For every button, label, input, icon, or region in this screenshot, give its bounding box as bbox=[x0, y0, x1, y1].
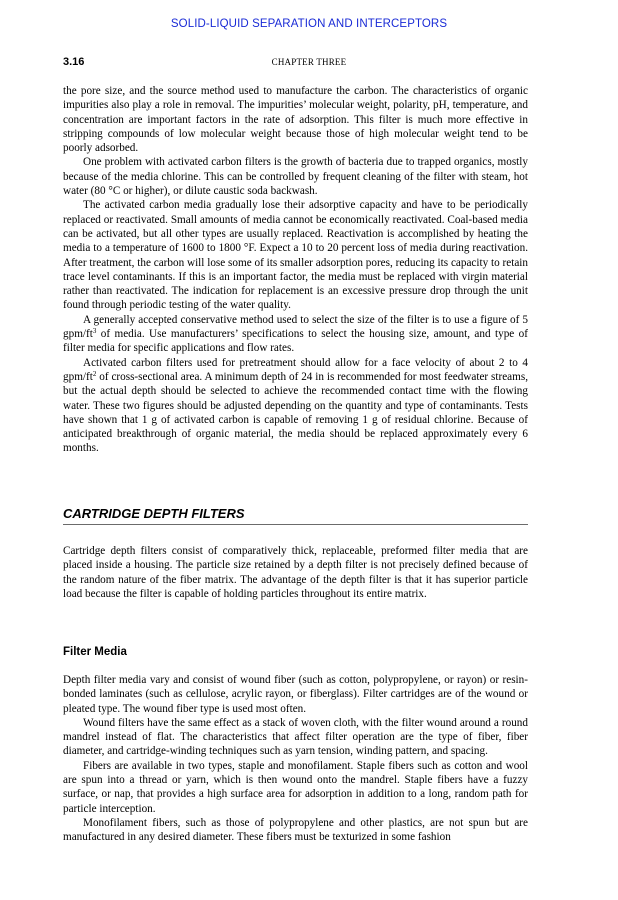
superscript: 3 bbox=[92, 327, 97, 336]
paragraph bbox=[63, 313, 528, 356]
chapter-label: CHAPTER THREE bbox=[271, 57, 347, 67]
page-number: 3.16 bbox=[63, 56, 85, 68]
cartridge-depth-text bbox=[63, 544, 528, 601]
paragraph: Cartridge depth filters consist of comparatively thick, replaceable, preformed filter media that are placed inside a housing. The particle size retained by a depth filter is not precisely defined because of the random nature of the fiber matrix. The advantage of the depth filter is that it has superior particle load because the filter is capable of holding particles throughout its entire matrix. bbox=[63, 545, 528, 600]
running-header-title: SOLID-LIQUID SEPARATION AND INTERCEPTORS bbox=[170, 18, 448, 30]
paragraph: Depth filter media vary and consist of wound fiber (such as cotton, polypropylene, or rayon) or resin-bonded laminates (such as cellulose, acrylic rayon, or fiberglass). Filter cartridges are of the wound or pleated type. The wound fiber type is used most often. bbox=[63, 674, 528, 715]
paragraph bbox=[63, 356, 528, 456]
paragraph: One problem with activated carbon filters is the growth of bacteria due to trapped organics, mostly because of the media chlorine. This can be controlled by frequent cleaning of the filter with steam, hot water (80 °C or higher), or dilute caustic soda backwash. bbox=[63, 156, 528, 198]
section-rule bbox=[63, 524, 528, 525]
text-run: of media. Use manufacturers’ specifications to select the housing size, amount, and type of filter media for specific applications and flow rates. bbox=[63, 328, 528, 355]
text-run: Activated carbon filters used for pretreatment should allow for a face velocity of about 2 to 4 gpm/ft bbox=[63, 356, 528, 383]
paragraph: Fibers are available in two types, staple and monofilament. Staple fibers such as cotton and wool are spun into a thread or yarn, which is then wound onto the mandrel. Staple fibers have a fuzzy surface, or nap, that provides a high surface area for adsorption in addition to a long, random path for particle interception. bbox=[63, 759, 528, 815]
superscript: 2 bbox=[92, 369, 97, 378]
filter-media-text bbox=[63, 673, 528, 845]
paragraph: Wound filters have the same effect as a stack of woven cloth, with the filter wound around a round mandrel instead of flat. The characteristics that affect filter operation are the type of fiber, fiber diameter, and cartridge-winding techniques such as yarn tension, winding pattern, and spacing. bbox=[63, 716, 528, 758]
paragraph: Monofilament fibers, such as those of polypropylene and other plastics, are not spun but are manufactured in any desired diameter. These fibers must be texturized in some fashion bbox=[63, 816, 528, 844]
subsection-heading: Filter Media bbox=[63, 646, 127, 658]
activated-carbon-text bbox=[63, 84, 528, 456]
text-run: A generally accepted conservative method used to select the size of the filter is to use a figure of 5 gpm/ft bbox=[63, 313, 528, 341]
paragraph: the pore size, and the source method used to manufacture the carbon. The characteristics of organic impurities also play a role in removal. The impurities’ molecular weight, polarity, pH, temperature, and concentration are important factors in the rate of adsorption. This filter is much more effective in stripping compounds of low molecular weight because those of high molecular weight tend to be poorly adsorbed. bbox=[63, 85, 528, 155]
text-run: of cross-sectional area. A minimum depth of 24 in is recommended for most feedwater streams, but the actual depth should be selected to achieve the recommended contact time with the flowing water. These two figures should be adjusted depending on the quantity and type of contaminants. Tests have shown that 1 g of activated carbon is capable of removing 1 g of residual chlorine. Because of anticipated breakthrough of organic material, the media should be replaced approximately every 6 months. bbox=[63, 370, 528, 455]
section-heading: CARTRIDGE DEPTH FILTERS bbox=[63, 506, 245, 521]
paragraph: The activated carbon media gradually lose their adsorptive capacity and have to be periodically replaced or reactivated. Small amounts of media cannot be economically reactivated. Coal-based media can be activated, but all other types are usually replaced. Reactivation is accomplished by heating the media to a temperature of 1600 to 1800 °F. Expect a 10 to 20 percent loss of media during reactivation. After treatment, the carbon will lose some of its smaller adsorption pores, reducing its capacity to retain trace level contaminants. If this is an important factor, the media must be replaced with virgin material rather than reactivated. The indication for replacement is an excessive pressure drop through the unit found through periodic testing of the water quality. bbox=[63, 199, 528, 312]
